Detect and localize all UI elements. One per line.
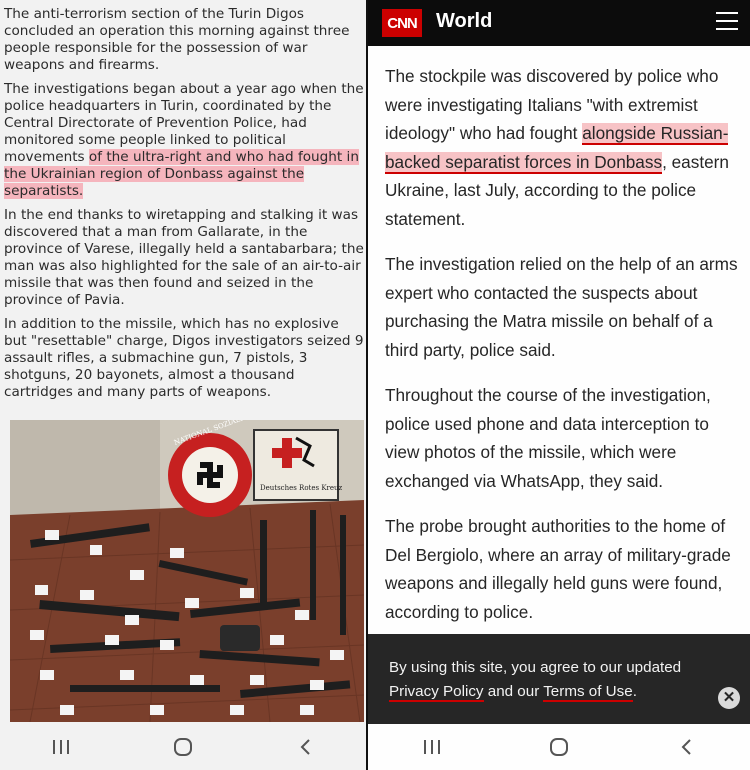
left-highlighted-text: of the ultra-right and who had fought in the Ukrainian region of Donbass against the separatists. bbox=[4, 149, 359, 199]
back-icon[interactable] bbox=[666, 732, 706, 762]
cnn-highlighted-link[interactable]: alongside Russian-backed separatist forces in Donbass bbox=[385, 123, 729, 172]
seized-weapons-photo-art bbox=[10, 420, 364, 722]
home-icon[interactable] bbox=[539, 732, 579, 762]
cnn-paragraph-1-after: , eastern Ukraine, last July, according to the police statement. bbox=[385, 151, 729, 229]
right-screenshot bbox=[368, 0, 750, 770]
cnn-logo[interactable]: CNN bbox=[382, 9, 422, 37]
left-paragraph-1: The anti-terrorism section of the Turin Digos concluded an operation this morning against three people responsible for the possession of war weapons and firearms. bbox=[4, 6, 350, 73]
left-paragraph-4: In addition to the missile, which has no explosive but "resettable" charge, Digos investigators seized 9 assault rifles, a submachine gun, 7 pistols, 3 shotguns, 20 bayonets, almost a thousand cartridges and many parts of weapons. bbox=[4, 316, 364, 400]
back-icon[interactable] bbox=[285, 732, 325, 762]
red-cross-sign bbox=[254, 430, 343, 500]
left-paragraph-2-text: The investigations began about a year ago when the police headquarters in Turin, coordinated by the Central Directorate of Prevention Police, had monitored some people linked to political movements bbox=[4, 81, 364, 165]
left-android-nav-bar bbox=[0, 724, 366, 770]
sign-text: Deutsches Rotes Kreuz bbox=[260, 484, 343, 492]
cookie-banner bbox=[368, 634, 750, 726]
cnn-paragraph-1 bbox=[385, 62, 747, 233]
recent-apps-icon[interactable] bbox=[41, 732, 81, 762]
cookie-text-middle: and our bbox=[483, 683, 544, 700]
seized-weapons-photo bbox=[10, 420, 364, 722]
cookie-text-after: . bbox=[632, 683, 637, 700]
cnn-paragraph-2: The investigation relied on the help of an arms expert who contacted the suspects about purchasing the Matra missile on behalf of a third party, police said. bbox=[385, 254, 738, 360]
cnn-paragraph-3: Throughout the course of the investigation, police used phone and data interception to view photos of the missile, which were exchanged via WhatsApp, they said. bbox=[385, 385, 711, 491]
cnn-article-body bbox=[385, 62, 747, 643]
recent-apps-icon[interactable] bbox=[412, 732, 452, 762]
left-article-body bbox=[4, 6, 364, 408]
cnn-paragraph-1-before: The stockpile was discovered by police who were investigating Italians "with extremist ideology" who had fought bbox=[385, 66, 719, 143]
hamburger-menu-icon[interactable] bbox=[716, 12, 738, 32]
section-title[interactable]: World bbox=[436, 10, 493, 32]
cookie-text-before: By using this site, you agree to our updated bbox=[389, 659, 682, 676]
cnn-paragraph-4: The probe brought authorities to the home of Del Bergiolo, where an array of military-grade weapons and illegally held guns were found, according to police. bbox=[385, 516, 731, 622]
cnn-header bbox=[368, 0, 750, 46]
home-icon[interactable] bbox=[163, 732, 203, 762]
cookie-banner-text bbox=[389, 656, 709, 704]
privacy-policy-link[interactable]: Privacy Policy bbox=[389, 683, 484, 700]
terms-of-use-link[interactable]: Terms of Use bbox=[543, 683, 633, 700]
left-screenshot bbox=[0, 0, 366, 770]
close-icon[interactable]: ✕ bbox=[718, 687, 740, 709]
left-paragraph-3: In the end thanks to wiretapping and stalking it was discovered that a man from Gallarate, in the province of Varese, illegally held a santabarbara; the man was also highlighted for the sale of an air-to-air missile that was then found and seized in the province of Pavia. bbox=[4, 207, 364, 308]
right-android-nav-bar bbox=[368, 724, 750, 770]
left-paragraph-2 bbox=[4, 81, 364, 200]
